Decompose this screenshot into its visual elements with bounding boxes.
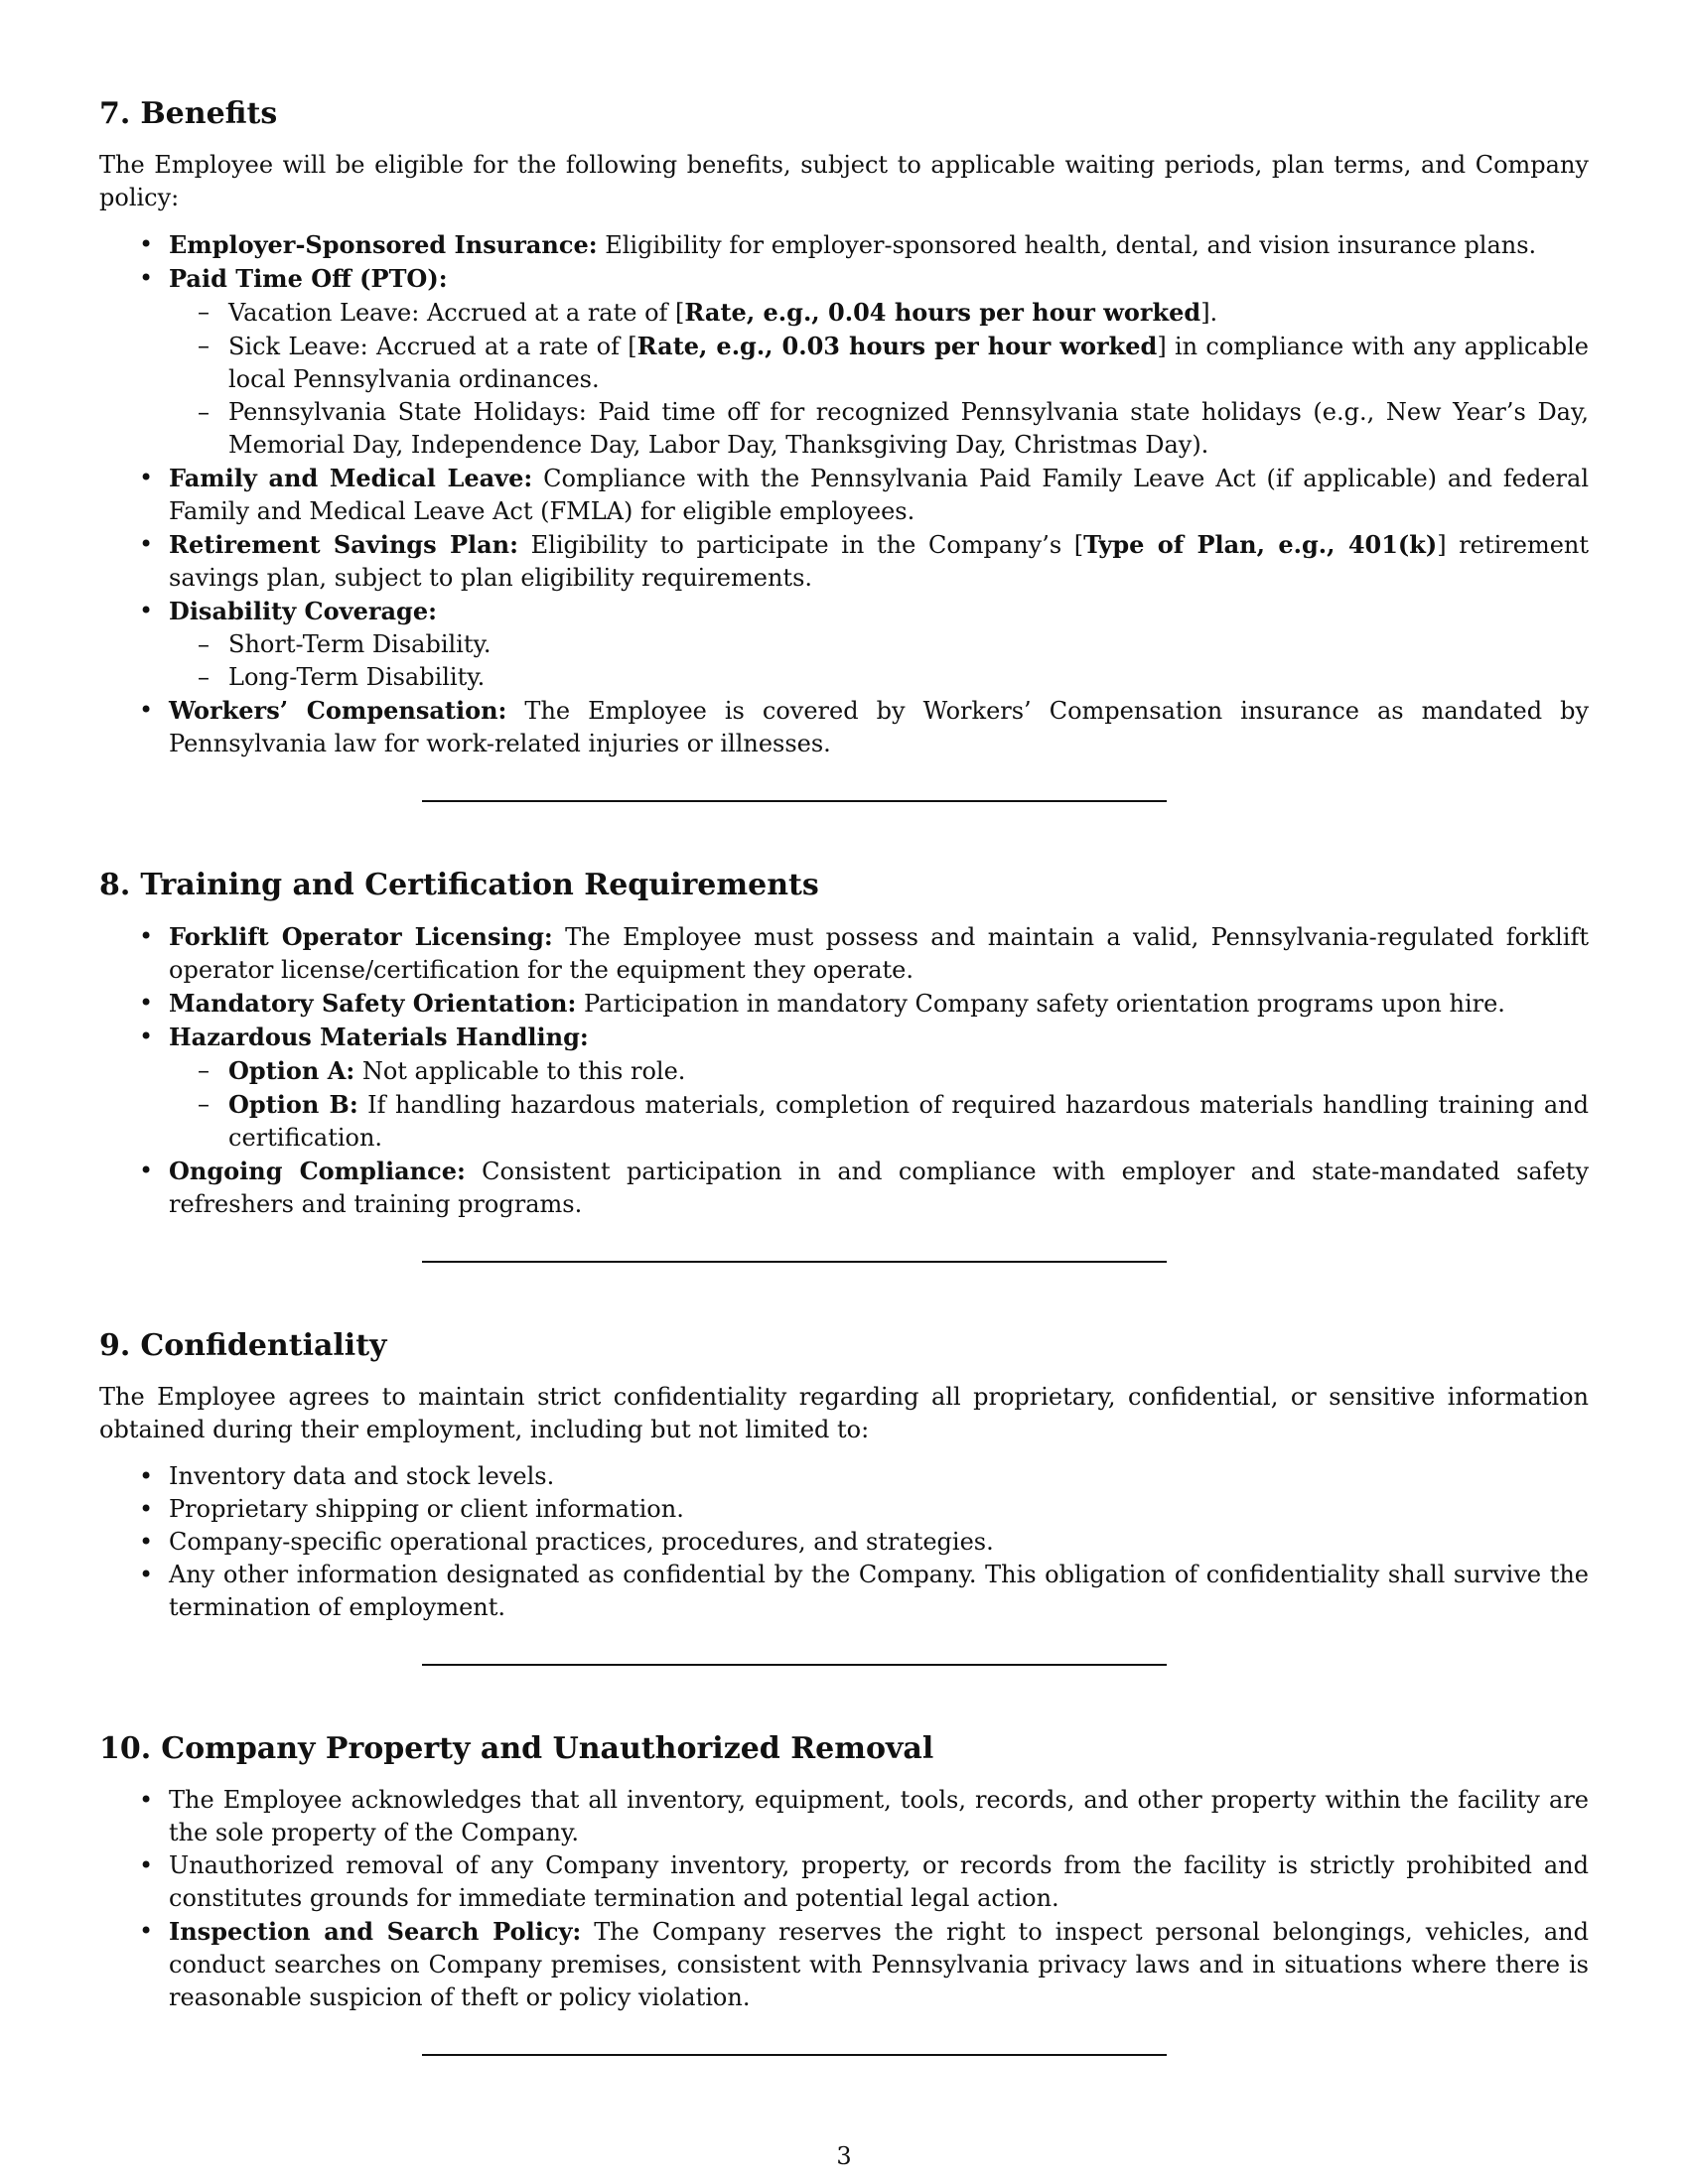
benefits-list	[99, 228, 1589, 760]
page-number: 3	[836, 2142, 852, 2170]
list-item: • Unauthorized removal of any Company inventory, property, or records from the facility is strictly prohibited and constitutes grounds for immediate termination and potential legal action.	[99, 1849, 1589, 1915]
list-item: • Any other information designated as confidential by the Company. This obligation of confidentiality shall survive the termination of employment.	[99, 1559, 1589, 1624]
section-divider	[422, 2054, 1167, 2056]
section-heading: 10. Company Property and Unauthorized Removal	[99, 1731, 934, 1766]
pto-sublist	[169, 296, 1589, 462]
list-item: • Hazardous Materials Handling: – Option A: Not applicable to this role. – Option B: If handling hazardous materials, completion of required hazardous materials handling training and certification.	[99, 1021, 1589, 1155]
sub-list-item: – Short-Term Disability.	[169, 628, 1589, 661]
list-item: • Family and Medical Leave: Compliance with the Pennsylvania Paid Family Leave Act (if applicable) and federal Family and Medical Leave Act (FMLA) for eligible employees.	[99, 462, 1589, 528]
list-item: • Disability Coverage: – Short-Term Disability. – Long-Term Disability.	[99, 595, 1589, 694]
list-item: • Ongoing Compliance: Consistent participation in and compliance with employer and state-mandated safety refreshers and training programs.	[99, 1155, 1589, 1221]
sub-list-item: – Vacation Leave: Accrued at a rate of [Rate, e.g., 0.04 hours per hour worked].	[169, 296, 1589, 330]
section-heading: 9. Confidentiality	[99, 1328, 387, 1363]
section-intro: The Employee agrees to maintain strict confidentiality regarding all proprietary, confidential, or sensitive information obtained during their employment, including but not limited to:	[99, 1383, 1589, 1443]
list-item: • Proprietary shipping or client information.	[99, 1493, 1589, 1526]
property-list	[99, 1784, 1589, 2014]
list-item: • Inspection and Search Policy: The Company reserves the right to inspect personal belongings, vehicles, and conduct searches on Company premises, consistent with Pennsylvania privacy laws and in situations where there is reasonable suspicion of theft or policy violation.	[99, 1915, 1589, 2014]
sub-list-item: – Option A: Not applicable to this role.	[169, 1054, 1589, 1088]
section-company-property	[99, 1729, 1589, 2056]
list-item: • Employer-Sponsored Insurance: Eligibility for employer-sponsored health, dental, and vision insurance plans.	[99, 228, 1589, 262]
list-item: • Forklift Operator Licensing: The Employee must possess and maintain a valid, Pennsylvania-regulated forklift operator license/certification for the equipment they operate.	[99, 920, 1589, 987]
list-item: • Mandatory Safety Orientation: Participation in mandatory Company safety orientation programs upon hire.	[99, 987, 1589, 1021]
section-intro: The Employee will be eligible for the following benefits, subject to applicable waiting periods, plan terms, and Company policy:	[99, 151, 1589, 211]
section-benefits	[99, 94, 1589, 802]
section-training	[99, 866, 1589, 1263]
list-item: • Inventory data and stock levels.	[99, 1460, 1589, 1493]
sub-list-item: – Long-Term Disability.	[169, 661, 1589, 694]
section-heading: 7. Benefits	[99, 96, 278, 131]
list-item: • Retirement Savings Plan: Eligibility to participate in the Company’s [Type of Plan, e.g., 401(k)] retirement savings plan, subject to plan eligibility requirements.	[99, 528, 1589, 595]
section-heading: 8. Training and Certification Requirements	[99, 868, 819, 902]
list-item: • Paid Time Off (PTO): – Vacation Leave: Accrued at a rate of [Rate, e.g., 0.04 hours per hour worked]. – Sick Leave: Accrued at a rate of [Rate, e.g., 0.03 hours per hour worked] in compliance with any applicable local Pennsylvania ordinances. – Pennsylvania State Holidays: Paid time off for recognized Pennsylvania state holidays (e.g., New Year’s Day, Memorial Day, Independence Day, Labor Day, Thanksgiving Day, Christmas Day).	[99, 262, 1589, 462]
section-divider	[422, 1261, 1167, 1263]
document-page	[99, 94, 1589, 2056]
section-confidentiality	[99, 1326, 1589, 1666]
sub-list-item: – Option B: If handling hazardous materials, completion of required hazardous materials handling training and certification.	[169, 1088, 1589, 1155]
disability-sublist	[169, 628, 1589, 694]
section-divider	[422, 1664, 1167, 1666]
sub-list-item: – Pennsylvania State Holidays: Paid time off for recognized Pennsylvania state holidays (e.g., New Year’s Day, Memorial Day, Independence Day, Labor Day, Thanksgiving Day, Christmas Day).	[169, 396, 1589, 462]
confidentiality-list	[99, 1460, 1589, 1624]
training-list	[99, 920, 1589, 1221]
list-item: • The Employee acknowledges that all inventory, equipment, tools, records, and other property within the facility are the sole property of the Company.	[99, 1784, 1589, 1849]
list-item: • Workers’ Compensation: The Employee is covered by Workers’ Compensation insurance as mandated by Pennsylvania law for work-related injuries or illnesses.	[99, 694, 1589, 760]
list-item: • Company-specific operational practices, procedures, and strategies.	[99, 1526, 1589, 1559]
sub-list-item: – Sick Leave: Accrued at a rate of [Rate, e.g., 0.03 hours per hour worked] in compliance with any applicable local Pennsylvania ordinances.	[169, 330, 1589, 396]
section-divider	[422, 800, 1167, 802]
hazmat-sublist	[169, 1054, 1589, 1155]
